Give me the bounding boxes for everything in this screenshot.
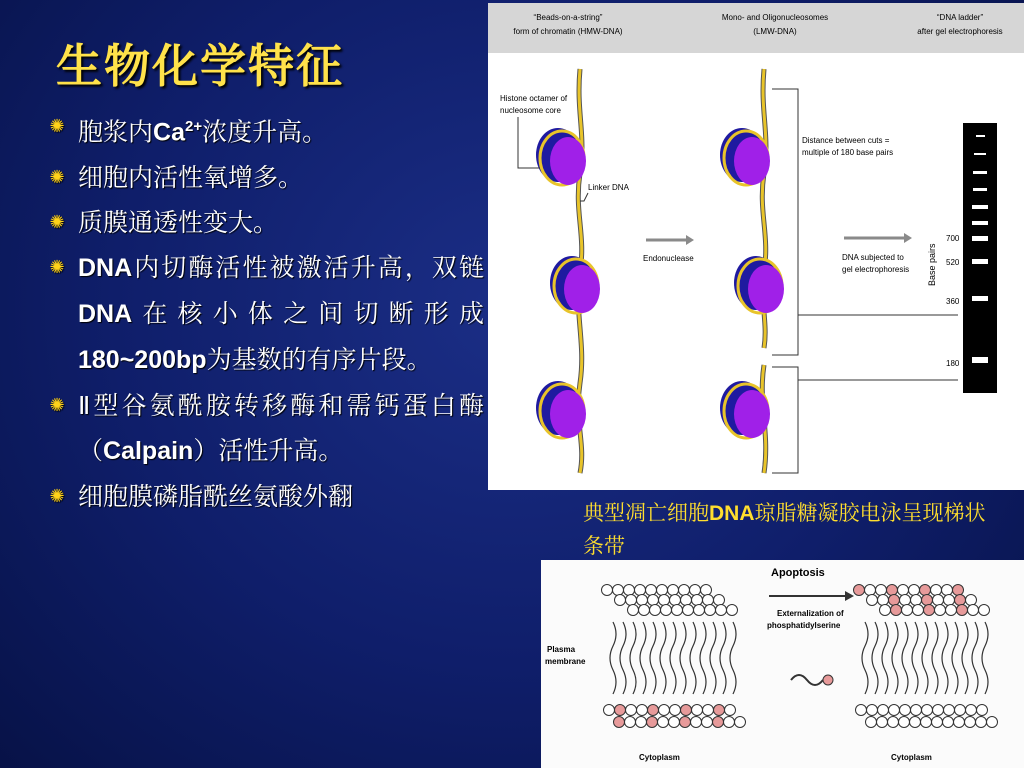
- lipid-head: [866, 717, 877, 728]
- lipid-head: [942, 585, 953, 596]
- lipid-head: [625, 717, 636, 728]
- lipid-head: [626, 595, 637, 606]
- lipid-head: [648, 595, 659, 606]
- bullet-text: Ⅱ型谷氨酰胺转移酶和需钙蛋白酶（: [78, 391, 484, 466]
- bullet-star-icon: ✺: [49, 212, 65, 234]
- lipid-head: [659, 595, 670, 606]
- lipid-head: [637, 705, 648, 716]
- slide-title: 生物化学特征: [56, 39, 344, 93]
- ladder-tick-520: 520: [946, 258, 960, 267]
- lipid-head: [944, 595, 955, 606]
- bullet-star-icon: ✺: [49, 167, 65, 189]
- label-gel-line1: DNA subjected to: [842, 253, 904, 262]
- bullet-star-icon: ✺: [49, 486, 65, 508]
- lipid-head: [668, 585, 679, 596]
- lipid-head: [650, 605, 661, 616]
- label-linker-dna: Linker DNA: [588, 183, 629, 192]
- lipid-head: [669, 717, 680, 728]
- lipid-head: [921, 717, 932, 728]
- lipid-head: [909, 585, 920, 596]
- header-left-line2: form of chromatin (HMW-DNA): [513, 27, 623, 36]
- lipid-head: [966, 705, 977, 716]
- lipid-head: [714, 595, 725, 606]
- lipid-head: [932, 717, 943, 728]
- bullet-text: 为基数的有序片段。: [206, 345, 432, 375]
- lipid-head: [889, 705, 900, 716]
- lipid-head: [604, 705, 615, 716]
- gel-band: [972, 236, 988, 241]
- gel-band: [973, 171, 987, 174]
- label-cytoplasm-left: Cytoplasm: [639, 753, 680, 762]
- nucleosome-icon: [720, 128, 770, 185]
- nucleosome-icon: [536, 128, 586, 185]
- bullet-text: 胞浆内: [78, 117, 154, 147]
- caption-text: DNA: [709, 502, 755, 525]
- lipid-head: [690, 585, 701, 596]
- lipid-head: [725, 705, 736, 716]
- label-histone-line1: Histone octamer of: [500, 94, 568, 103]
- bullet-star-icon: ✺: [49, 257, 65, 279]
- lipid-head: [681, 705, 692, 716]
- bullet-text: ）活性升高。: [193, 436, 344, 466]
- lipid-head: [602, 585, 613, 596]
- lipid-head: [692, 705, 703, 716]
- bullet-text: DNA: [78, 300, 133, 329]
- lipid-head: [880, 605, 891, 616]
- lipid-head: [637, 595, 648, 606]
- lipid-head: [670, 705, 681, 716]
- bullet-text: 2+: [184, 118, 203, 135]
- lipid-head: [692, 595, 703, 606]
- lipid-head: [933, 595, 944, 606]
- lipid-head: [856, 705, 867, 716]
- lipid-head: [670, 595, 681, 606]
- label-externalization-line1: Externalization of: [777, 609, 844, 618]
- lipid-head: [639, 605, 650, 616]
- lipid-head: [867, 595, 878, 606]
- ladder-tick-700: 700: [946, 234, 960, 243]
- lipid-head: [703, 595, 714, 606]
- lipid-head: [924, 605, 935, 616]
- lipid-head: [659, 705, 670, 716]
- bullet-calcium: [44, 104, 484, 155]
- bullet-membrane-permeability: [44, 200, 484, 245]
- lipid-head: [898, 585, 909, 596]
- header-mid-line2: (LMW-DNA): [753, 27, 797, 36]
- label-endonuclease: Endonuclease: [643, 254, 694, 263]
- label-externalization-line2: phosphatidylserine: [767, 621, 841, 630]
- header-left-line1: “Beads-on-a-string”: [533, 13, 603, 22]
- gel-band: [972, 357, 988, 363]
- lipid-head: [647, 717, 658, 728]
- lipid-head: [955, 705, 966, 716]
- caption-text: 琼脂糖凝胶电泳呈现梯状条带: [583, 501, 986, 558]
- gel-band: [974, 153, 986, 155]
- lipid-head: [966, 595, 977, 606]
- nucleosome-icon: [734, 256, 784, 313]
- gel-band: [972, 296, 988, 301]
- caption-text: 典型凋亡细胞: [583, 501, 709, 525]
- bullet-star-icon: ✺: [49, 395, 65, 417]
- lipid-head: [635, 585, 646, 596]
- lipid-head: [683, 605, 694, 616]
- dna-ladder-figure: [488, 3, 1024, 490]
- lipid-head: [672, 605, 683, 616]
- lipid-head: [705, 605, 716, 616]
- label-plasma-line1: Plasma: [547, 645, 576, 654]
- bullet-endonuclease: [44, 245, 484, 383]
- lipid-head: [987, 717, 998, 728]
- lipid-head: [867, 705, 878, 716]
- lipid-head: [911, 595, 922, 606]
- ladder-tick-180: 180: [946, 359, 960, 368]
- header-mid-line1: Mono- and Oligonucleosomes: [721, 13, 829, 22]
- bullet-text: DNA: [78, 254, 133, 283]
- figure-caption: [583, 497, 1003, 562]
- bullet-text: 内切酶活性被激活升高，双链: [132, 253, 484, 283]
- lipid-head: [922, 595, 933, 606]
- lipid-head: [624, 585, 635, 596]
- lipid-head: [910, 717, 921, 728]
- lipid-head: [878, 705, 889, 716]
- lipid-head: [943, 717, 954, 728]
- bullet-ros: [44, 155, 484, 200]
- lipid-head: [900, 705, 911, 716]
- lipid-head: [615, 595, 626, 606]
- lipid-head: [680, 717, 691, 728]
- gel-band: [976, 135, 985, 137]
- header-right-line2: after gel electrophoresis: [917, 27, 1003, 36]
- lipid-head: [922, 705, 933, 716]
- axis-label-base-pairs: Base pairs: [927, 243, 937, 286]
- label-gel-line2: gel electrophoresis: [842, 265, 910, 274]
- lipid-head: [955, 595, 966, 606]
- lipid-head: [713, 717, 724, 728]
- lipid-head: [876, 585, 887, 596]
- lipid-head: [714, 705, 725, 716]
- bullet-star-icon: ✺: [49, 116, 65, 137]
- bullet-text: Calpain: [103, 437, 194, 466]
- lipid-head: [658, 717, 669, 728]
- bullet-text: 180~200bp: [78, 346, 207, 375]
- lipid-head: [724, 717, 735, 728]
- lipid-head: [946, 605, 957, 616]
- bullet-text: 浓度升高。: [202, 117, 328, 147]
- lipid-head: [957, 605, 968, 616]
- lipid-head: [933, 705, 944, 716]
- lipid-head: [968, 605, 979, 616]
- lipid-head: [661, 605, 672, 616]
- lipid-head: [865, 585, 876, 596]
- lipid-head: [902, 605, 913, 616]
- lipid-head: [931, 585, 942, 596]
- header-right-line1: “DNA ladder”: [936, 13, 984, 22]
- nucleosome-icon: [550, 256, 600, 313]
- lipid-head: [703, 705, 714, 716]
- lipid-head: [899, 717, 910, 728]
- lipid-head: [626, 705, 637, 716]
- lipid-head: [944, 705, 955, 716]
- lipid-head: [920, 585, 931, 596]
- lipid-head: [694, 605, 705, 616]
- lipid-head: [646, 585, 657, 596]
- bullet-calpain: [44, 383, 484, 474]
- lipid-head: [854, 585, 865, 596]
- lipid-head: [613, 585, 624, 596]
- lipid-head: [887, 585, 898, 596]
- gel-band: [972, 259, 988, 264]
- lipid-head: [636, 717, 647, 728]
- lipid-head: [965, 717, 976, 728]
- bullet-text: 质膜通透性变大。: [78, 208, 279, 238]
- lipid-head: [614, 717, 625, 728]
- label-distance-line1: Distance between cuts =: [802, 136, 890, 145]
- label-apoptosis: Apoptosis: [771, 567, 825, 579]
- bullet-phosphatidylserine: [44, 474, 484, 519]
- lipid-head: [615, 705, 626, 716]
- bullet-list: [44, 104, 484, 519]
- lipid-head: [889, 595, 900, 606]
- lipid-head: [716, 605, 727, 616]
- lipid-head: [977, 705, 988, 716]
- bullet-text: 细胞膜磷脂酰丝氨酸外翻: [78, 482, 354, 512]
- gel-band: [972, 221, 988, 225]
- lipid-head: [702, 717, 713, 728]
- lipid-head: [976, 717, 987, 728]
- lipid-head: [913, 605, 924, 616]
- label-histone-line2: nucleosome core: [500, 106, 561, 115]
- lipid-head: [877, 717, 888, 728]
- gel-band: [973, 188, 987, 191]
- gel-lane: [963, 123, 997, 393]
- lipid-head: [888, 717, 899, 728]
- label-cytoplasm-right: Cytoplasm: [891, 753, 932, 762]
- gel-band: [972, 205, 988, 209]
- lipid-head: [701, 585, 712, 596]
- lipid-head: [954, 717, 965, 728]
- lipid-head: [691, 717, 702, 728]
- lipid-head: [878, 595, 889, 606]
- lipid-head: [628, 605, 639, 616]
- lipid-head: [935, 605, 946, 616]
- bullet-text: Ca: [153, 118, 185, 147]
- lipid-head: [911, 705, 922, 716]
- lipid-head: [727, 605, 738, 616]
- lipid-head: [891, 605, 902, 616]
- bullet-text: 在核小体之间切断形成: [132, 299, 484, 329]
- lipid-head: [735, 717, 746, 728]
- lipid-head: [953, 585, 964, 596]
- lipid-head: [681, 595, 692, 606]
- membrane-figure: [541, 560, 1024, 768]
- lipid-head: [648, 705, 659, 716]
- label-plasma-line2: membrane: [545, 657, 586, 666]
- lipid-head: [679, 585, 690, 596]
- lipid-head: [979, 605, 990, 616]
- label-distance-line2: multiple of 180 base pairs: [802, 148, 894, 157]
- bullet-text: 细胞内活性氧增多。: [78, 163, 304, 193]
- lipid-head: [900, 595, 911, 606]
- lipid-head: [657, 585, 668, 596]
- ladder-tick-360: 360: [946, 297, 960, 306]
